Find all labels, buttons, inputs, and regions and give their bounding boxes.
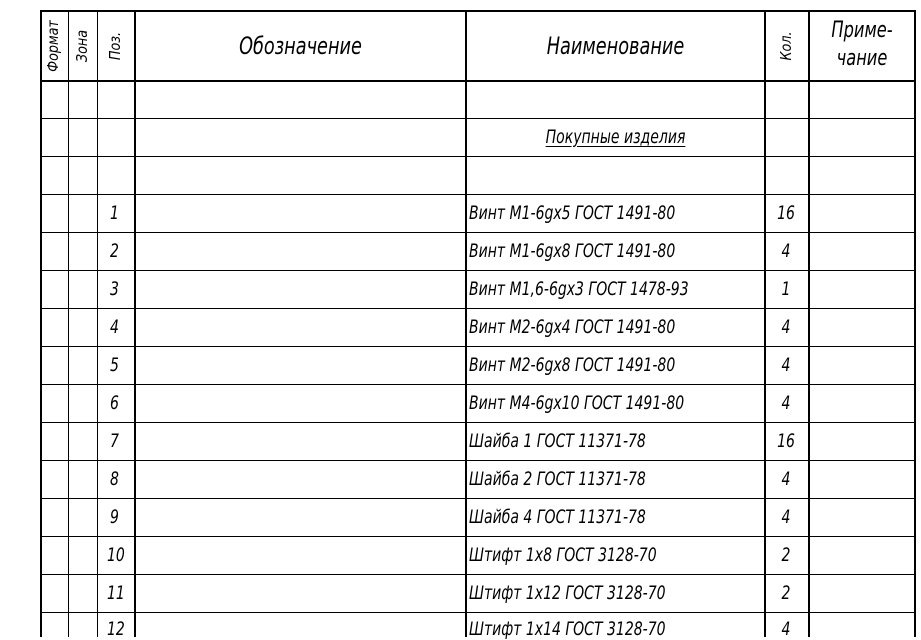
- row-name: Винт М1-6gх5 ГОСТ 1491-80: [469, 202, 676, 224]
- grid-line-row: [40, 194, 916, 195]
- row-qty: 4: [781, 316, 791, 338]
- row-qty: 4: [781, 618, 791, 640]
- section-title-purchased-items: Покупные изделия: [545, 126, 686, 148]
- row-name: Штифт 1х14 ГОСТ 3128-70: [469, 618, 666, 640]
- grid-line-qty-note: [808, 10, 810, 637]
- grid-line-row: [40, 498, 916, 499]
- row-pos: 11: [107, 582, 125, 604]
- header-pos: Поз.: [106, 31, 124, 61]
- row-pos: 4: [110, 316, 119, 338]
- grid-line-pos-designation: [134, 10, 136, 637]
- grid-line-zone-pos: [97, 10, 98, 637]
- header-note-line1: Приме-: [831, 18, 893, 43]
- row-qty: 16: [777, 430, 795, 452]
- row-pos: 5: [110, 354, 119, 376]
- row-name: Штифт 1х12 ГОСТ 3128-70: [469, 582, 666, 604]
- row-pos: 8: [110, 468, 119, 490]
- header-zone: Зона: [73, 29, 91, 63]
- header-name: Наименование: [546, 32, 685, 60]
- row-pos: 2: [110, 240, 119, 262]
- header-designation: Обозначение: [239, 32, 362, 60]
- grid-line-format-zone: [68, 10, 69, 637]
- row-qty: 4: [781, 468, 791, 490]
- row-qty: 16: [777, 202, 795, 224]
- row-name: Винт М1-6gх8 ГОСТ 1491-80: [469, 240, 676, 262]
- grid-line-right-border: [914, 10, 916, 637]
- row-pos: 9: [110, 506, 119, 528]
- grid-line-row: [40, 384, 916, 385]
- grid-line-row: [40, 156, 916, 157]
- grid-line-row: [40, 422, 916, 423]
- row-qty: 4: [781, 240, 791, 262]
- row-name: Винт М2-6gх4 ГОСТ 1491-80: [469, 316, 676, 338]
- row-pos: 7: [110, 430, 119, 452]
- row-name: Шайба 4 ГОСТ 11371-78: [469, 506, 646, 528]
- grid-line-designation-name: [465, 10, 467, 637]
- row-pos: 3: [110, 278, 119, 300]
- row-name: Винт М2-6gх8 ГОСТ 1491-80: [469, 354, 676, 376]
- row-qty: 4: [781, 354, 791, 376]
- grid-line-left-border: [40, 10, 42, 637]
- grid-line-row: [40, 308, 916, 309]
- grid-line-row: [40, 612, 916, 613]
- row-pos: 6: [110, 392, 119, 414]
- row-name: Винт М4-6gх10 ГОСТ 1491-80: [469, 392, 685, 414]
- row-qty: 4: [781, 506, 791, 528]
- grid-line-name-qty: [764, 10, 766, 637]
- row-qty: 4: [781, 392, 791, 414]
- row-qty: 1: [781, 278, 791, 300]
- row-qty: 2: [781, 544, 791, 566]
- grid-line-row: [40, 270, 916, 271]
- row-pos: 1: [110, 202, 119, 224]
- row-name: Шайба 2 ГОСТ 11371-78: [469, 468, 646, 490]
- row-pos: 10: [107, 544, 125, 566]
- row-pos: 12: [107, 618, 125, 640]
- grid-line-header-bottom: [40, 80, 916, 82]
- header-qty: Кол.: [777, 31, 795, 61]
- row-name: Винт М1,6-6gх3 ГОСТ 1478-93: [469, 278, 689, 300]
- row-name: Шайба 1 ГОСТ 11371-78: [469, 430, 646, 452]
- header-note-line2: чание: [836, 46, 888, 71]
- header-format: Формат: [44, 20, 62, 72]
- grid-line-row: [40, 232, 916, 233]
- grid-line-row: [40, 536, 916, 537]
- grid-line-row: [40, 460, 916, 461]
- row-qty: 2: [781, 582, 791, 604]
- row-name: Штифт 1х8 ГОСТ 3128-70: [469, 544, 657, 566]
- grid-line-row: [40, 346, 916, 347]
- grid-line-row: [40, 118, 916, 119]
- grid-line-row: [40, 574, 916, 575]
